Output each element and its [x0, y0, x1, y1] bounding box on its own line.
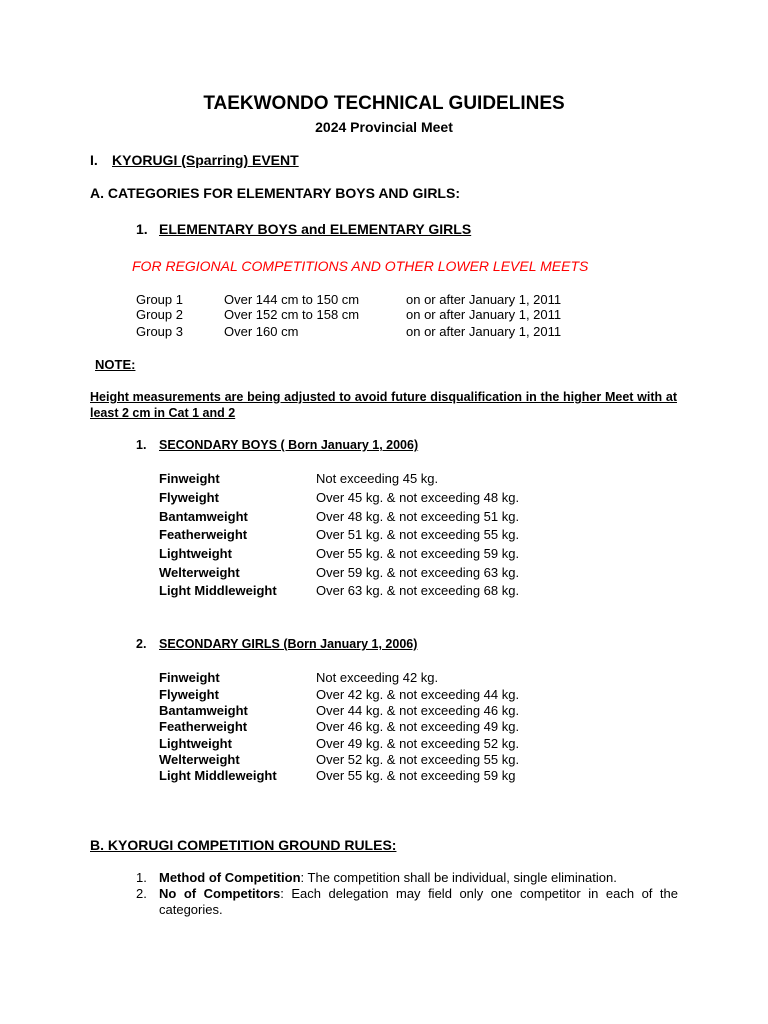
rule-number: 1.: [136, 870, 147, 885]
weight-class-name: Flyweight: [159, 490, 219, 505]
rule-text: : Each delegation may field only one competitor in each of the categories.: [159, 886, 678, 917]
group-label: Group 1: [136, 292, 183, 307]
group-label: Group 3: [136, 324, 183, 339]
weight-class-range: Over 46 kg. & not exceeding 49 kg.: [316, 719, 520, 734]
note-text: Height measurements are being adjusted to avoid future disqualification in the higher Meet with at least 2 cm in Cat 1 and 2: [90, 390, 677, 420]
rule-item: [159, 870, 617, 885]
weight-class-range: Not exceeding 42 kg.: [316, 670, 439, 685]
group-label: Group 2: [136, 307, 183, 322]
rule-label: Method of Competition: [159, 870, 301, 885]
weight-class-range: Over 51 kg. & not exceeding 55 kg.: [316, 527, 520, 542]
weight-class-range: Over 48 kg. & not exceeding 51 kg.: [316, 509, 520, 524]
regional-note: FOR REGIONAL COMPETITIONS AND OTHER LOWER LEVEL MEETS: [132, 258, 589, 274]
secondary-girls-title: SECONDARY GIRLS (Born January 1, 2006): [159, 637, 418, 651]
category-a-heading: A. CATEGORIES FOR ELEMENTARY BOYS AND GIRLS:: [90, 185, 460, 201]
rule-label: No of Competitors: [159, 886, 281, 901]
group-height: Over 160 cm: [224, 324, 299, 339]
weight-class-range: Over 49 kg. & not exceeding 52 kg.: [316, 736, 520, 751]
weight-class-name: Featherweight: [159, 719, 248, 734]
page-subtitle: 2024 Provincial Meet: [315, 119, 453, 135]
group-height: Over 152 cm to 158 cm: [224, 307, 360, 322]
weight-class-name: Lightweight: [159, 546, 232, 561]
weight-class-range: Over 59 kg. & not exceeding 63 kg.: [316, 565, 520, 580]
elementary-item-number: 1.: [136, 221, 148, 237]
rule-item: [159, 886, 678, 918]
weight-class-range: Over 55 kg. & not exceeding 59 kg.: [316, 546, 520, 561]
group-birth: on or after January 1, 2011: [406, 324, 562, 339]
weight-class-range: Over 45 kg. & not exceeding 48 kg.: [316, 490, 520, 505]
group-birth: on or after January 1, 2011: [406, 292, 562, 307]
rule-text: : The competition shall be individual, single elimination.: [300, 870, 617, 885]
secondary-boys-title: SECONDARY BOYS ( Born January 1, 2006): [159, 438, 419, 452]
secondary-girls-number: 2.: [136, 637, 147, 651]
weight-class-name: Bantamweight: [159, 509, 248, 524]
weight-class-name: Finweight: [159, 471, 220, 486]
section-label: KYORUGI (Sparring) EVENT: [112, 152, 299, 168]
weight-class-range: Not exceeding 45 kg.: [316, 471, 439, 486]
note-label: NOTE:: [95, 357, 136, 372]
group-height: Over 144 cm to 150 cm: [224, 292, 360, 307]
weight-class-range: Over 44 kg. & not exceeding 46 kg.: [316, 703, 520, 718]
page-title: TAEKWONDO TECHNICAL GUIDELINES: [203, 93, 565, 114]
section-heading-kyorugi: [90, 152, 299, 168]
section-number: I.: [90, 152, 98, 168]
weight-class-name: Bantamweight: [159, 703, 248, 718]
weight-class-range: Over 63 kg. & not exceeding 68 kg.: [316, 583, 520, 598]
elementary-item-title: ELEMENTARY BOYS and ELEMENTARY GIRLS: [159, 221, 472, 237]
group-birth: on or after January 1, 2011: [406, 307, 562, 322]
rule-number: 2.: [136, 886, 147, 901]
weight-class-range: Over 52 kg. & not exceeding 55 kg.: [316, 752, 520, 767]
weight-class-range: Over 55 kg. & not exceeding 59 kg: [316, 768, 516, 783]
secondary-boys-number: 1.: [136, 438, 147, 452]
section-b-heading: B. KYORUGI COMPETITION GROUND RULES:: [90, 837, 397, 853]
weight-class-name: Light Middleweight: [159, 583, 277, 598]
weight-class-name: Light Middleweight: [159, 768, 277, 783]
weight-class-name: Featherweight: [159, 527, 248, 542]
weight-class-range: Over 42 kg. & not exceeding 44 kg.: [316, 687, 520, 702]
weight-class-name: Welterweight: [159, 752, 240, 767]
weight-class-name: Finweight: [159, 670, 220, 685]
weight-class-name: Flyweight: [159, 687, 219, 702]
weight-class-name: Lightweight: [159, 736, 232, 751]
weight-class-name: Welterweight: [159, 565, 240, 580]
